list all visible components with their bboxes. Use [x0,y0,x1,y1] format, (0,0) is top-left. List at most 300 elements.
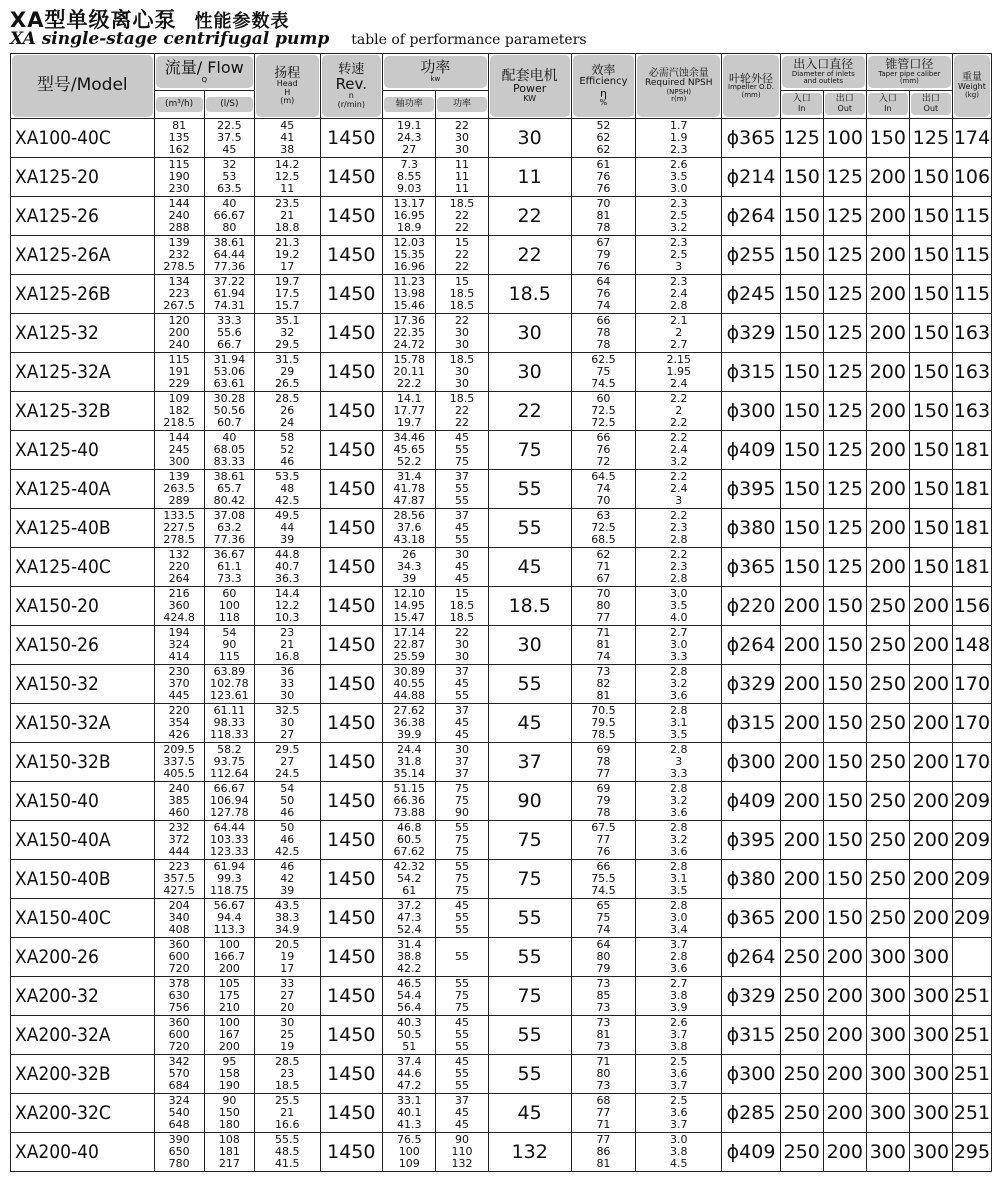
npsh-cell [636,119,722,158]
npsh-cell-value: 3.7 [670,938,688,951]
flow-ls-cell-value: 100 [218,1016,240,1029]
shaft-power-cell [383,938,436,977]
weight-cell: 148 [952,626,991,665]
motor-power-cell: 30 [488,119,571,158]
motor-power-cell: 55 [488,899,571,938]
head-cell-value: 30 [280,716,295,729]
head-cell-value: 39 [280,533,295,546]
impeller-cell: ϕ409 [722,782,780,821]
shaft-power-cell [383,977,436,1016]
power-cell [436,275,488,314]
npsh-cell [636,1055,722,1094]
flow-m3h-cell-value: 414 [168,650,190,663]
flow-ls-cell-value: 106.94 [210,794,249,807]
power-cell-value: 22 [455,260,469,273]
taper-out-cell: 200 [909,587,952,626]
npsh-cell-value: 2.5 [670,209,688,222]
flow-ls-cell-value: 103.33 [210,833,249,846]
head-cell-value: 25.5 [275,1094,300,1107]
flow-ls-cell-value: 33.3 [217,314,242,327]
shaft-power-cell [383,470,436,509]
weight-cell: 115 [952,236,991,275]
shaft-power-cell [383,197,436,236]
taper-out-cell: 150 [909,509,952,548]
shaft-power-cell-value: 13.17 [393,197,425,210]
flow-ls-cell-value: 108 [218,1133,240,1146]
weight-cell: 251 [952,1055,991,1094]
flow-m3h-cell-value: 650 [168,1145,190,1158]
weight-cell: 106 [952,158,991,197]
flow-m3h-cell [154,119,204,158]
head-cell-value: 21.3 [275,236,300,249]
flow-m3h-cell-value: 194 [168,626,190,639]
efficiency-cell-value: 78 [596,755,611,768]
power-cell-value: 30 [455,131,469,144]
motor-power-cell: 75 [488,431,571,470]
taper-out-cell: 200 [909,626,952,665]
npsh-cell-value: 1.95 [666,365,692,378]
flow-m3h-cell-value: 162 [168,143,190,156]
npsh-cell [636,938,722,977]
table-row [11,470,992,509]
flow-m3h-cell-value: 780 [168,1157,190,1170]
head-cell [254,704,320,743]
diameter-out-cell: 125 [823,158,866,197]
npsh-cell-value: 3.8 [670,989,688,1002]
shaft-power-cell-value: 73.88 [393,806,425,819]
flow-ls-cell-value: 60 [222,587,237,600]
efficiency-cell [571,275,636,314]
flow-m3h-cell-value: 144 [168,197,190,210]
shaft-power-cell-value: 22.35 [393,326,425,339]
model-cell: XA125-40C [11,548,155,587]
head-cell [254,899,320,938]
efficiency-cell-value: 62.5 [591,353,616,366]
flow-ls-cell-value: 100 [218,938,240,951]
head-cell-value: 14.2 [275,158,300,171]
motor-power-cell: 22 [488,392,571,431]
power-cell-value: 55 [455,1067,469,1080]
flow-m3h-cell-value: 278.5 [163,260,195,273]
title-cn-main: XA型单级离心泵 [10,8,177,32]
power-cell-value: 75 [455,833,469,846]
power-cell-value: 22 [455,404,469,417]
flow-m3h-cell-value: 240 [168,782,190,795]
shaft-power-cell [383,899,436,938]
taper-out-cell: 200 [909,704,952,743]
efficiency-cell-value: 74 [596,650,611,663]
flow-ls-cell [204,275,254,314]
head-cell-value: 30 [280,1016,295,1029]
diameter-in-cell: 200 [780,704,823,743]
rev-cell: 1450 [320,509,383,548]
flow-ls-cell-value: 112.64 [210,767,249,780]
power-cell-value: 30 [455,377,469,390]
flow-ls-cell-value: 123.33 [210,845,249,858]
flow-ls-cell [204,1016,254,1055]
flow-ls-cell-value: 64.44 [213,821,246,834]
header-efficiency: 效率 Efficiency η % [571,54,636,119]
efficiency-cell-value: 74 [596,923,611,936]
efficiency-cell [571,899,636,938]
flow-m3h-cell-value: 372 [168,833,190,846]
motor-power-cell: 18.5 [488,275,571,314]
head-cell-value: 32.5 [275,704,300,717]
head-cell-value: 17 [280,260,295,273]
shaft-power-cell-value: 13.98 [393,287,425,300]
npsh-cell [636,392,722,431]
power-cell-value: 18.5 [449,599,475,612]
rev-cell: 1450 [320,158,383,197]
efficiency-cell-value: 70 [596,494,611,507]
header-npsh: 必需汽蚀余量 Required NPSH (NPSH) r(m) [636,54,722,119]
weight-cell: 156 [952,587,991,626]
power-cell-value: 75 [455,782,469,795]
power-cell-value: 22 [455,314,469,327]
npsh-cell-value: 3.8 [670,1145,688,1158]
impeller-cell: ϕ315 [722,1016,780,1055]
efficiency-cell-value: 73 [596,1040,611,1053]
taper-in-cell: 250 [866,899,909,938]
title-cn-sub: 性能参数表 [194,11,290,32]
head-cell-value: 20 [280,1001,295,1014]
shaft-power-cell-value: 12.03 [393,236,425,249]
flow-ls-cell-value: 118.75 [210,884,249,897]
shaft-power-cell-value: 42.32 [393,860,425,873]
efficiency-cell-value: 73 [596,665,611,678]
flow-m3h-cell [154,431,204,470]
diameter-out-cell: 150 [823,626,866,665]
flow-m3h-cell-value: 200 [168,326,190,339]
flow-m3h-cell-value: 139 [168,236,190,249]
efficiency-cell-value: 78 [596,326,611,339]
npsh-cell-value: 3 [675,755,683,768]
flow-m3h-cell-value: 230 [168,665,190,678]
table-row [11,509,992,548]
power-cell-value: 18.5 [449,392,475,405]
head-cell-value: 15.7 [275,299,300,312]
power-cell-value: 37 [455,470,469,483]
head-cell-value: 33 [280,677,295,690]
npsh-cell-value: 2.4 [670,287,688,300]
efficiency-cell-value: 64 [596,938,611,951]
diameter-out-cell: 125 [823,353,866,392]
flow-ls-cell-value: 99.3 [217,872,242,885]
flow-ls-cell-value: 158 [218,1067,240,1080]
npsh-cell-value: 4.0 [670,611,688,624]
flow-m3h-cell [154,1133,204,1172]
power-cell-value: 30 [455,638,469,651]
taper-in-cell: 250 [866,587,909,626]
shaft-power-cell-value: 40.1 [396,1106,422,1119]
power-cell-value: 110 [451,1145,473,1158]
head-cell-value: 19 [280,1040,295,1053]
diameter-out-cell: 200 [823,1016,866,1055]
efficiency-cell [571,821,636,860]
power-cell [436,353,488,392]
head-cell [254,1055,320,1094]
head-cell [254,197,320,236]
flow-ls-cell [204,158,254,197]
head-cell-value: 38.3 [275,911,300,924]
flow-m3h-cell-value: 427.5 [163,884,195,897]
efficiency-cell [571,743,636,782]
npsh-cell-value: 3.2 [670,794,688,807]
efficiency-cell-value: 76 [596,182,611,195]
taper-in-cell: 200 [866,314,909,353]
npsh-cell [636,860,722,899]
efficiency-cell-value: 72 [596,455,611,468]
diameter-in-cell: 200 [780,782,823,821]
flow-ls-cell [204,470,254,509]
motor-power-cell: 30 [488,626,571,665]
power-cell [436,899,488,938]
flow-m3h-cell [154,743,204,782]
efficiency-cell-value: 72.5 [591,521,616,534]
diameter-out-cell: 125 [823,392,866,431]
weight-cell: 181 [952,509,991,548]
npsh-cell-value: 2.8 [670,743,688,756]
npsh-cell-value: 2.5 [670,248,688,261]
head-cell-value: 48.5 [275,1145,300,1158]
efficiency-cell-value: 79 [596,794,611,807]
model-cell: XA150-40C [11,899,155,938]
power-cell-value: 75 [455,794,469,807]
efficiency-cell-value: 78 [596,221,611,234]
impeller-cell: ϕ285 [722,1094,780,1133]
power-cell-value: 30 [455,338,469,351]
efficiency-cell-value: 62 [596,548,611,561]
shaft-power-cell-value: 31.4 [396,938,422,951]
npsh-cell-value: 3.0 [670,182,688,195]
npsh-cell-value: 2.8 [670,821,688,834]
npsh-cell-value: 3.0 [670,587,688,600]
shaft-power-cell [383,665,436,704]
efficiency-cell-value: 81 [596,1157,611,1170]
flow-m3h-cell-value: 218.5 [163,416,195,429]
flow-ls-cell-value: 74.31 [213,299,246,312]
flow-ls-cell-value: 200 [218,1040,240,1053]
power-cell-value: 30 [455,548,469,561]
power-cell-value: 75 [455,884,469,897]
npsh-cell-value: 2.2 [670,509,688,522]
npsh-cell-value: 3.6 [670,1067,688,1080]
power-cell [436,1133,488,1172]
rev-cell: 1450 [320,938,383,977]
taper-in-cell: 200 [866,392,909,431]
diameter-out-cell: 200 [823,1133,866,1172]
shaft-power-cell [383,509,436,548]
shaft-power-cell-value: 28.56 [393,509,425,522]
flow-m3h-cell-value: 120 [168,314,190,327]
table-row [11,743,992,782]
flow-m3h-cell [154,314,204,353]
shaft-power-cell [383,314,436,353]
head-cell-value: 10.3 [275,611,300,624]
power-cell-value: 55 [455,1079,469,1092]
efficiency-cell-value: 80 [596,950,611,963]
shaft-power-cell-value: 61 [402,884,417,897]
head-cell [254,548,320,587]
shaft-power-cell [383,158,436,197]
head-cell-value: 27 [280,989,295,1002]
diameter-in-cell: 250 [780,1055,823,1094]
shaft-power-cell-value: 43.18 [393,533,425,546]
flow-m3h-cell-value: 191 [168,365,190,378]
head-cell-value: 17 [280,962,295,975]
head-cell-value: 21 [280,209,295,222]
shaft-power-cell-value: 17.36 [393,314,425,327]
head-cell-value: 21 [280,638,295,651]
efficiency-cell [571,236,636,275]
weight-cell: 163 [952,314,991,353]
efficiency-cell-value: 64 [596,275,611,288]
table-row [11,392,992,431]
power-cell-value: 45 [455,560,469,573]
diameter-in-cell: 150 [780,548,823,587]
rev-cell: 1450 [320,899,383,938]
rev-cell: 1450 [320,1133,383,1172]
flow-ls-cell-value: 37.22 [213,275,246,288]
efficiency-cell-value: 75.5 [591,872,616,885]
flow-ls-cell-value: 210 [218,1001,240,1014]
shaft-power-cell-value: 17.77 [393,404,425,417]
shaft-power-cell-value: 24.3 [396,131,422,144]
efficiency-cell [571,782,636,821]
npsh-cell-value: 3.3 [670,650,688,663]
shaft-power-cell-value: 34.46 [393,431,425,444]
diameter-out-cell: 200 [823,1094,866,1133]
efficiency-cell-value: 75 [596,365,611,378]
motor-power-cell: 22 [488,236,571,275]
taper-in-cell: 250 [866,821,909,860]
model-cell: XA150-32B [11,743,155,782]
flow-ls-cell-value: 115 [218,650,240,663]
head-cell [254,392,320,431]
weight-cell: 163 [952,353,991,392]
head-cell-value: 55.5 [275,1133,300,1146]
power-cell [436,548,488,587]
taper-out-cell: 300 [909,938,952,977]
npsh-cell-value: 2.3 [670,560,688,573]
power-cell-value: 75 [455,989,469,1002]
model-cell: XA150-40 [11,782,155,821]
flow-m3h-cell [154,1016,204,1055]
efficiency-cell [571,665,636,704]
weight-cell: 170 [952,665,991,704]
npsh-cell [636,1094,722,1133]
flow-ls-cell-value: 68.05 [213,443,246,456]
npsh-cell-value: 2 [675,404,683,417]
flow-m3h-cell-value: 190 [168,170,190,183]
flow-ls-cell-value: 64.44 [213,248,246,261]
model-cell: XA150-40B [11,860,155,899]
taper-in-cell: 150 [866,119,909,158]
taper-in-cell: 300 [866,1016,909,1055]
power-cell-value: 55 [455,977,469,990]
shaft-power-cell-value: 37.4 [396,1055,422,1068]
efficiency-cell-value: 70 [596,197,611,210]
head-cell [254,236,320,275]
head-cell-value: 52 [280,443,295,456]
efficiency-cell [571,704,636,743]
power-cell-value: 30 [455,743,469,756]
head-cell [254,665,320,704]
power-cell [436,470,488,509]
title-en-sub: table of performance parameters [351,32,587,48]
shaft-power-cell-value: 15.35 [393,248,425,261]
shaft-power-cell-value: 25.59 [393,650,425,663]
flow-m3h-cell-value: 600 [168,950,190,963]
flow-m3h-cell [154,1094,204,1133]
power-cell-value: 75 [455,872,469,885]
diameter-in-cell: 200 [780,899,823,938]
power-cell-value: 55 [455,1040,469,1053]
efficiency-cell [571,626,636,665]
npsh-cell-value: 3.7 [670,1079,688,1092]
power-cell [436,314,488,353]
flow-ls-cell-value: 63.89 [213,665,246,678]
npsh-cell-value: 2.3 [670,197,688,210]
npsh-cell-value: 3.6 [670,806,688,819]
efficiency-cell [571,938,636,977]
efficiency-cell-value: 79 [596,248,611,261]
power-cell-value: 37 [455,665,469,678]
power-cell [436,1016,488,1055]
head-cell-value: 39 [280,884,295,897]
npsh-cell [636,431,722,470]
shaft-power-cell-value: 22.2 [396,377,422,390]
npsh-cell-value: 3.2 [670,677,688,690]
flow-m3h-cell [154,548,204,587]
motor-power-cell: 45 [488,548,571,587]
flow-m3h-cell [154,1055,204,1094]
flow-m3h-cell-value: 232 [168,248,190,261]
flow-m3h-cell-value: 223 [168,287,190,300]
flow-m3h-cell-value: 600 [168,1028,190,1041]
npsh-cell-value: 2.2 [670,470,688,483]
flow-m3h-cell-value: 385 [168,794,190,807]
head-cell-value: 50 [280,821,295,834]
flow-ls-cell-value: 63.5 [217,182,242,195]
power-cell [436,392,488,431]
shaft-power-cell [383,353,436,392]
efficiency-cell-value: 80 [596,1067,611,1080]
flow-m3h-cell-value: 115 [168,353,190,366]
flow-m3h-cell-value: 357.5 [163,872,195,885]
flow-m3h-cell-value: 340 [168,911,190,924]
power-cell-value: 55 [455,911,469,924]
flow-m3h-cell [154,509,204,548]
efficiency-cell-value: 64.5 [591,470,616,483]
impeller-cell: ϕ380 [722,860,780,899]
table-row [11,782,992,821]
head-cell [254,743,320,782]
power-cell-value: 45 [455,572,469,585]
efficiency-cell [571,353,636,392]
shaft-power-cell-value: 51 [402,1040,417,1053]
flow-m3h-cell-value: 109 [168,392,190,405]
shaft-power-cell-value: 41.78 [393,482,425,495]
efficiency-cell-value: 61 [596,158,611,171]
flow-ls-cell [204,1094,254,1133]
shaft-power-cell [383,626,436,665]
head-cell-value: 29.5 [275,338,300,351]
diameter-out-cell: 150 [823,821,866,860]
shaft-power-cell-value: 24.4 [396,743,422,756]
power-cell-value: 45 [455,1106,469,1119]
efficiency-cell [571,1055,636,1094]
